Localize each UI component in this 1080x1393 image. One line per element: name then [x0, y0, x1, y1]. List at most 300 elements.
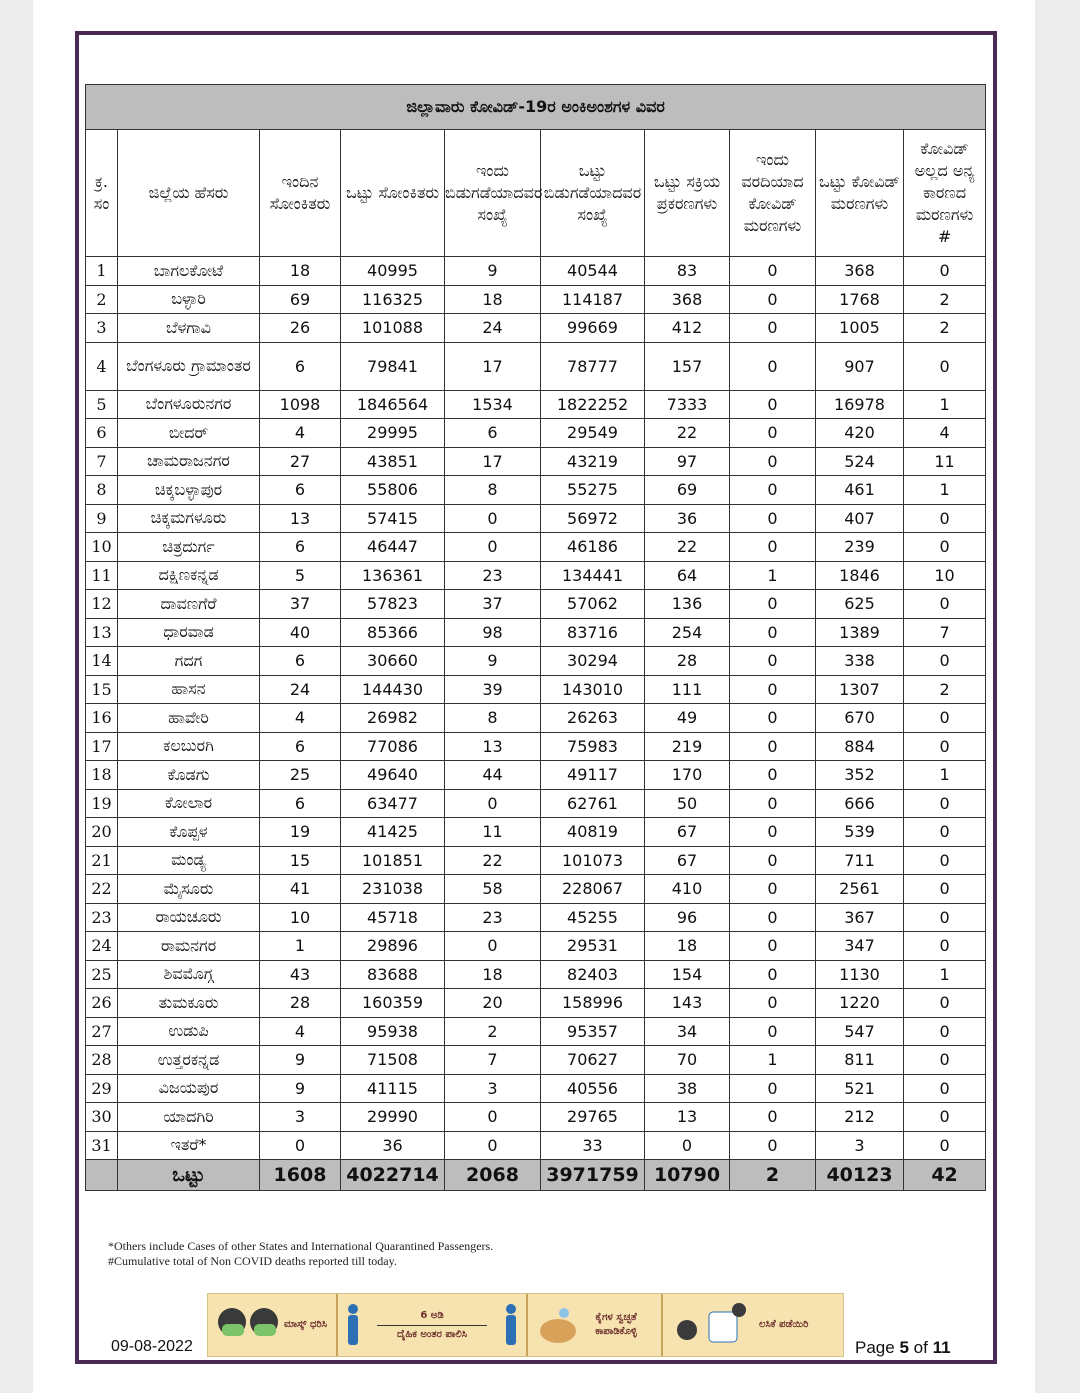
cell-today-deaths: 0 [730, 875, 816, 904]
table-row [86, 390, 986, 419]
cell-total-deaths: 1005 [816, 314, 904, 343]
footnote-cumulative: #Cumulative total of Non COVID deaths reported till today. [108, 1254, 397, 1268]
cell-today-deaths: 0 [730, 732, 816, 761]
cell-today-cases: 6 [260, 476, 341, 505]
cell-total-deaths: 547 [816, 1017, 904, 1046]
cell-district: ಮೈಸೂರು [118, 875, 260, 904]
cell-today-discharged: 0 [445, 789, 541, 818]
cell-total-discharged: 43219 [541, 447, 645, 476]
cell-total-cases: 160359 [341, 989, 445, 1018]
header-district: ಜಿಲ್ಲೆಯ ಹೆಸರು [118, 130, 260, 257]
total-active: 10790 [645, 1160, 730, 1191]
cell-total-deaths: 352 [816, 761, 904, 790]
cell-district: ಹಾವೇರಿ [118, 704, 260, 733]
cell-today-cases: 43 [260, 960, 341, 989]
cell-total-cases: 41115 [341, 1074, 445, 1103]
cell-non-covid-deaths: 0 [904, 647, 986, 676]
cell-today-cases: 6 [260, 342, 341, 390]
cell-today-cases: 19 [260, 818, 341, 847]
cell-non-covid-deaths: 2 [904, 285, 986, 314]
table-row [86, 314, 986, 343]
cell-today-discharged: 8 [445, 704, 541, 733]
cell-sno: 4 [86, 342, 118, 390]
cell-active: 83 [645, 257, 730, 286]
cell-total-discharged: 55275 [541, 476, 645, 505]
cell-total-discharged: 29531 [541, 932, 645, 961]
cell-non-covid-deaths: 1 [904, 390, 986, 419]
cell-active: 412 [645, 314, 730, 343]
cell-total-deaths: 368 [816, 257, 904, 286]
cell-today-cases: 37 [260, 590, 341, 619]
cell-today-cases: 10 [260, 903, 341, 932]
cell-non-covid-deaths: 0 [904, 504, 986, 533]
cell-non-covid-deaths: 0 [904, 732, 986, 761]
cell-today-discharged: 23 [445, 561, 541, 590]
cell-today-cases: 6 [260, 533, 341, 562]
total-today-discharged: 2068 [445, 1160, 541, 1191]
masked-faces-icon [214, 1300, 284, 1350]
cell-non-covid-deaths: 0 [904, 533, 986, 562]
table-row [86, 1103, 986, 1132]
cell-today-cases: 18 [260, 257, 341, 286]
cell-active: 254 [645, 618, 730, 647]
cell-sno: 15 [86, 675, 118, 704]
cell-today-deaths: 0 [730, 1131, 816, 1160]
cell-total-discharged: 75983 [541, 732, 645, 761]
total-today-cases: 1608 [260, 1160, 341, 1191]
table-row [86, 761, 986, 790]
cell-non-covid-deaths: 1 [904, 476, 986, 505]
cell-active: 18 [645, 932, 730, 961]
cell-total-cases: 83688 [341, 960, 445, 989]
cell-total-cases: 26982 [341, 704, 445, 733]
distance-arrow [377, 1325, 487, 1326]
cell-sno: 5 [86, 390, 118, 419]
cell-non-covid-deaths: 0 [904, 704, 986, 733]
person-icon [344, 1303, 362, 1347]
cell-district: ಬೆಂಗಳೂರುನಗರ [118, 390, 260, 419]
cell-today-cases: 1098 [260, 390, 341, 419]
cell-total-discharged: 95357 [541, 1017, 645, 1046]
header-total-discharged: ಒಟ್ಟು ಬಿಡುಗಡೆಯಾದವರ ಸಂಖ್ಯೆ [541, 130, 645, 257]
cell-today-discharged: 9 [445, 647, 541, 676]
cell-non-covid-deaths: 0 [904, 932, 986, 961]
table-row [86, 932, 986, 961]
cell-today-deaths: 1 [730, 1046, 816, 1075]
cell-today-discharged: 20 [445, 989, 541, 1018]
cell-active: 70 [645, 1046, 730, 1075]
cell-today-deaths: 0 [730, 761, 816, 790]
cell-today-deaths: 0 [730, 989, 816, 1018]
cell-today-deaths: 0 [730, 932, 816, 961]
cell-active: 28 [645, 647, 730, 676]
total-total-discharged: 3971759 [541, 1160, 645, 1191]
cell-active: 157 [645, 342, 730, 390]
cell-sno: 31 [86, 1131, 118, 1160]
cell-non-covid-deaths: 0 [904, 789, 986, 818]
cell-total-deaths: 461 [816, 476, 904, 505]
cell-today-deaths: 0 [730, 590, 816, 619]
cell-today-deaths: 0 [730, 818, 816, 847]
mask-text: ಮಾಸ್ಕ್ ಧರಿಸಿ [284, 1319, 328, 1330]
header-active: ಒಟ್ಟು ಸಕ್ರಿಯ ಪ್ರಕರಣಗಳು [645, 130, 730, 257]
cell-today-discharged: 23 [445, 903, 541, 932]
cell-today-discharged: 17 [445, 447, 541, 476]
cell-sno: 20 [86, 818, 118, 847]
cell-district: ಚಾಮರಾಜನಗರ [118, 447, 260, 476]
cell-today-cases: 15 [260, 846, 341, 875]
cell-sno: 24 [86, 932, 118, 961]
cell-today-deaths: 0 [730, 533, 816, 562]
cell-district: ಚಿಕ್ಕಬಳ್ಳಾಪುರ [118, 476, 260, 505]
cell-today-discharged: 6 [445, 419, 541, 448]
cell-today-deaths: 0 [730, 846, 816, 875]
cell-non-covid-deaths: 0 [904, 590, 986, 619]
table-row [86, 476, 986, 505]
cell-today-discharged: 1534 [445, 390, 541, 419]
cell-today-discharged: 7 [445, 1046, 541, 1075]
table-row [86, 447, 986, 476]
cell-total-discharged: 57062 [541, 590, 645, 619]
cell-total-discharged: 30294 [541, 647, 645, 676]
cell-today-discharged: 39 [445, 675, 541, 704]
cell-total-deaths: 1130 [816, 960, 904, 989]
cell-total-deaths: 2561 [816, 875, 904, 904]
cell-total-deaths: 1389 [816, 618, 904, 647]
cell-today-discharged: 0 [445, 932, 541, 961]
cell-total-cases: 79841 [341, 342, 445, 390]
cell-today-cases: 4 [260, 1017, 341, 1046]
cell-total-cases: 85366 [341, 618, 445, 647]
cell-total-deaths: 811 [816, 1046, 904, 1075]
cell-active: 136 [645, 590, 730, 619]
cell-district: ಚಿತ್ರದುರ್ಗ [118, 533, 260, 562]
cell-active: 69 [645, 476, 730, 505]
cell-today-discharged: 0 [445, 1103, 541, 1132]
cell-active: 22 [645, 419, 730, 448]
cell-district: ಇತರೆ* [118, 1131, 260, 1160]
cell-today-deaths: 0 [730, 960, 816, 989]
cell-total-cases: 55806 [341, 476, 445, 505]
cell-total-cases: 49640 [341, 761, 445, 790]
cell-total-cases: 144430 [341, 675, 445, 704]
cell-today-cases: 5 [260, 561, 341, 590]
cell-sno: 28 [86, 1046, 118, 1075]
cell-total-discharged: 62761 [541, 789, 645, 818]
cell-non-covid-deaths: 0 [904, 989, 986, 1018]
cell-today-discharged: 58 [445, 875, 541, 904]
table-row [86, 561, 986, 590]
cell-today-deaths: 0 [730, 257, 816, 286]
vaccine-segment [663, 1294, 841, 1356]
cell-today-deaths: 0 [730, 647, 816, 676]
table-row [86, 1131, 986, 1160]
cell-total-deaths: 239 [816, 533, 904, 562]
covid-appropriate-behaviour-banner [207, 1293, 844, 1357]
cell-active: 143 [645, 989, 730, 1018]
cell-sno: 7 [86, 447, 118, 476]
cell-today-discharged: 13 [445, 732, 541, 761]
cell-non-covid-deaths: 0 [904, 1046, 986, 1075]
cell-today-deaths: 0 [730, 390, 816, 419]
cell-today-deaths: 0 [730, 675, 816, 704]
cell-district: ಬೀದರ್ [118, 419, 260, 448]
mask-segment [208, 1294, 338, 1356]
table-row [86, 618, 986, 647]
cell-district: ಕೊಪ್ಪಳ [118, 818, 260, 847]
cell-total-cases: 136361 [341, 561, 445, 590]
cell-total-discharged: 29549 [541, 419, 645, 448]
cell-sno: 13 [86, 618, 118, 647]
cell-non-covid-deaths: 0 [904, 1131, 986, 1160]
cell-today-discharged: 2 [445, 1017, 541, 1046]
cell-non-covid-deaths: 0 [904, 1103, 986, 1132]
cell-active: 13 [645, 1103, 730, 1132]
cell-active: 34 [645, 1017, 730, 1046]
table-title: ಜಿಲ್ಲಾವಾರು ಕೋವಿಡ್-19ರ ಅಂಕಿಅಂಶಗಳ ವಿವರ [86, 85, 986, 130]
cell-district: ಗದಗ [118, 647, 260, 676]
cell-district: ರಾಯಚೂರು [118, 903, 260, 932]
cell-non-covid-deaths: 0 [904, 903, 986, 932]
cell-non-covid-deaths: 2 [904, 675, 986, 704]
cell-today-cases: 9 [260, 1046, 341, 1075]
table-row [86, 818, 986, 847]
cell-today-cases: 4 [260, 419, 341, 448]
cell-total-discharged: 40819 [541, 818, 645, 847]
cell-today-discharged: 3 [445, 1074, 541, 1103]
distance-segment [338, 1294, 528, 1356]
cell-non-covid-deaths: 1 [904, 960, 986, 989]
cell-total-deaths: 347 [816, 932, 904, 961]
table-row [86, 590, 986, 619]
cell-today-cases: 6 [260, 789, 341, 818]
cell-active: 219 [645, 732, 730, 761]
cell-total-cases: 63477 [341, 789, 445, 818]
footnote-others: *Others include Cases of other States and International Quarantined Passengers. [108, 1239, 494, 1253]
cell-total-deaths: 1846 [816, 561, 904, 590]
cell-total-discharged: 70627 [541, 1046, 645, 1075]
cell-non-covid-deaths: 1 [904, 761, 986, 790]
cell-total-discharged: 83716 [541, 618, 645, 647]
cell-total-deaths: 16978 [816, 390, 904, 419]
cell-district: ದಾವಣಗೆರೆ [118, 590, 260, 619]
cell-today-deaths: 0 [730, 419, 816, 448]
district-stats-table [85, 84, 986, 1191]
cell-today-deaths: 0 [730, 704, 816, 733]
cell-today-cases: 25 [260, 761, 341, 790]
cell-district: ಕೊಡಗು [118, 761, 260, 790]
cell-today-discharged: 98 [445, 618, 541, 647]
hands-text: ಕೈಗಳ ಸ್ವಚ್ಛತೆ ಕಾಪಾಡಿಕೊಳ್ಳಿ [595, 1312, 637, 1337]
cell-today-cases: 6 [260, 732, 341, 761]
cell-total-deaths: 420 [816, 419, 904, 448]
cell-today-discharged: 11 [445, 818, 541, 847]
cell-total-deaths: 1307 [816, 675, 904, 704]
cell-today-cases: 28 [260, 989, 341, 1018]
cell-non-covid-deaths: 11 [904, 447, 986, 476]
cell-total-cases: 116325 [341, 285, 445, 314]
cell-today-deaths: 0 [730, 618, 816, 647]
table-row [86, 504, 986, 533]
cell-sno: 16 [86, 704, 118, 733]
cell-today-deaths: 0 [730, 903, 816, 932]
hands-segment [528, 1294, 663, 1356]
cell-total-cases: 95938 [341, 1017, 445, 1046]
cell-total-deaths: 1768 [816, 285, 904, 314]
cell-district: ಹಾಸನ [118, 675, 260, 704]
cell-total-cases: 29995 [341, 419, 445, 448]
table-row [86, 704, 986, 733]
cell-total-deaths: 524 [816, 447, 904, 476]
cell-today-deaths: 0 [730, 789, 816, 818]
cell-total-cases: 101088 [341, 314, 445, 343]
cell-active: 368 [645, 285, 730, 314]
cell-today-deaths: 1 [730, 561, 816, 590]
cell-non-covid-deaths: 10 [904, 561, 986, 590]
distance-text: ದೈಹಿಕ ಅಂತರ ಪಾಲಿಸಿ [396, 1328, 468, 1340]
cell-total-discharged: 49117 [541, 761, 645, 790]
header-today-discharged: ಇಂದು ಬಿಡುಗಡೆಯಾದವರ ಸಂಖ್ಯೆ [445, 130, 541, 257]
cell-today-cases: 4 [260, 704, 341, 733]
cell-total-deaths: 625 [816, 590, 904, 619]
table-row [86, 960, 986, 989]
cell-today-deaths: 0 [730, 314, 816, 343]
cell-total-discharged: 114187 [541, 285, 645, 314]
cell-today-discharged: 17 [445, 342, 541, 390]
cell-sno: 22 [86, 875, 118, 904]
report-date: 09-08-2022 [111, 1338, 193, 1355]
cell-active: 38 [645, 1074, 730, 1103]
header-today-cases: ಇಂದಿನ ಸೋಂಕಿತರು [260, 130, 341, 257]
total-total-deaths: 40123 [816, 1160, 904, 1191]
table-row [86, 789, 986, 818]
cell-sno: 9 [86, 504, 118, 533]
table-row [86, 903, 986, 932]
cell-district: ಉತ್ತರಕನ್ನಡ [118, 1046, 260, 1075]
cell-today-discharged: 8 [445, 476, 541, 505]
cell-today-discharged: 9 [445, 257, 541, 286]
person-icon [502, 1303, 520, 1347]
cell-sno: 26 [86, 989, 118, 1018]
cell-total-cases: 40995 [341, 257, 445, 286]
cell-total-cases: 29896 [341, 932, 445, 961]
cell-total-deaths: 1220 [816, 989, 904, 1018]
cell-total-deaths: 539 [816, 818, 904, 847]
cell-sno: 6 [86, 419, 118, 448]
cell-total-discharged: 45255 [541, 903, 645, 932]
total-row [86, 1160, 986, 1191]
cell-active: 50 [645, 789, 730, 818]
cell-active: 154 [645, 960, 730, 989]
table-row [86, 1074, 986, 1103]
cell-today-discharged: 18 [445, 285, 541, 314]
cell-today-discharged: 24 [445, 314, 541, 343]
cell-sno: 1 [86, 257, 118, 286]
cell-non-covid-deaths: 7 [904, 618, 986, 647]
cell-total-discharged: 143010 [541, 675, 645, 704]
cell-active: 0 [645, 1131, 730, 1160]
cell-active: 96 [645, 903, 730, 932]
cell-today-deaths: 0 [730, 285, 816, 314]
cell-district: ಧಾರವಾಡ [118, 618, 260, 647]
vaccine-text: ಲಸಿಕೆ ಪಡೆಯಿರಿ [759, 1319, 809, 1330]
total-today-deaths: 2 [730, 1160, 816, 1191]
cell-total-cases: 36 [341, 1131, 445, 1160]
cell-active: 170 [645, 761, 730, 790]
cell-total-deaths: 3 [816, 1131, 904, 1160]
table-row [86, 257, 986, 286]
table-row [86, 846, 986, 875]
cell-total-cases: 101851 [341, 846, 445, 875]
cell-total-cases: 43851 [341, 447, 445, 476]
cell-total-cases: 30660 [341, 647, 445, 676]
cell-district: ವಿಜಯಪುರ [118, 1074, 260, 1103]
cell-active: 64 [645, 561, 730, 590]
cell-district: ಕೋಲಾರ [118, 789, 260, 818]
cell-today-cases: 69 [260, 285, 341, 314]
cell-non-covid-deaths: 0 [904, 1017, 986, 1046]
cell-today-discharged: 18 [445, 960, 541, 989]
cell-total-deaths: 884 [816, 732, 904, 761]
cell-today-discharged: 37 [445, 590, 541, 619]
cell-total-discharged: 40556 [541, 1074, 645, 1103]
cell-total-cases: 57823 [341, 590, 445, 619]
cell-total-discharged: 134441 [541, 561, 645, 590]
table-row [86, 732, 986, 761]
cell-active: 97 [645, 447, 730, 476]
cell-total-cases: 41425 [341, 818, 445, 847]
cell-sno: 17 [86, 732, 118, 761]
cell-total-discharged: 46186 [541, 533, 645, 562]
cell-non-covid-deaths: 0 [904, 846, 986, 875]
cell-today-cases: 26 [260, 314, 341, 343]
cell-total-deaths: 521 [816, 1074, 904, 1103]
cell-non-covid-deaths: 0 [904, 818, 986, 847]
cell-sno: 14 [86, 647, 118, 676]
header-non-covid-deaths: ಕೋವಿಡ್ ಅಲ್ಲದ ಅನ್ಯ ಕಾರಣದ ಮರಣಗಳು # [904, 130, 986, 257]
header-total-cases: ಒಟ್ಟು ಸೋಂಕಿತರು [341, 130, 445, 257]
cell-today-cases: 13 [260, 504, 341, 533]
cell-non-covid-deaths: 0 [904, 257, 986, 286]
cell-district: ಬೆಳಗಾವಿ [118, 314, 260, 343]
cell-district: ಬಳ್ಳಾರಿ [118, 285, 260, 314]
cell-district: ಉಡುಪಿ [118, 1017, 260, 1046]
page-number: Page 5 of 11 [855, 1338, 951, 1357]
cell-total-deaths: 407 [816, 504, 904, 533]
table-row [86, 1046, 986, 1075]
cell-sno: 10 [86, 533, 118, 562]
cell-sno: 27 [86, 1017, 118, 1046]
cell-district: ಚಿಕ್ಕಮಗಳೂರು [118, 504, 260, 533]
cell-sno: 29 [86, 1074, 118, 1103]
footnotes [108, 1239, 493, 1269]
cell-non-covid-deaths: 0 [904, 1074, 986, 1103]
table-row [86, 875, 986, 904]
cell-non-covid-deaths: 4 [904, 419, 986, 448]
cell-today-deaths: 0 [730, 1074, 816, 1103]
cell-today-cases: 0 [260, 1131, 341, 1160]
header-total-deaths: ಒಟ್ಟು ಕೋವಿಡ್ ಮರಣಗಳು [816, 130, 904, 257]
cell-sno: 3 [86, 314, 118, 343]
cell-total-discharged: 101073 [541, 846, 645, 875]
cell-active: 7333 [645, 390, 730, 419]
cell-total-cases: 57415 [341, 504, 445, 533]
cell-total-discharged: 29765 [541, 1103, 645, 1132]
cell-non-covid-deaths: 0 [904, 875, 986, 904]
cell-district: ತುಮಕೂರು [118, 989, 260, 1018]
cell-total-discharged: 228067 [541, 875, 645, 904]
cell-district: ಕಲಬುರಗಿ [118, 732, 260, 761]
